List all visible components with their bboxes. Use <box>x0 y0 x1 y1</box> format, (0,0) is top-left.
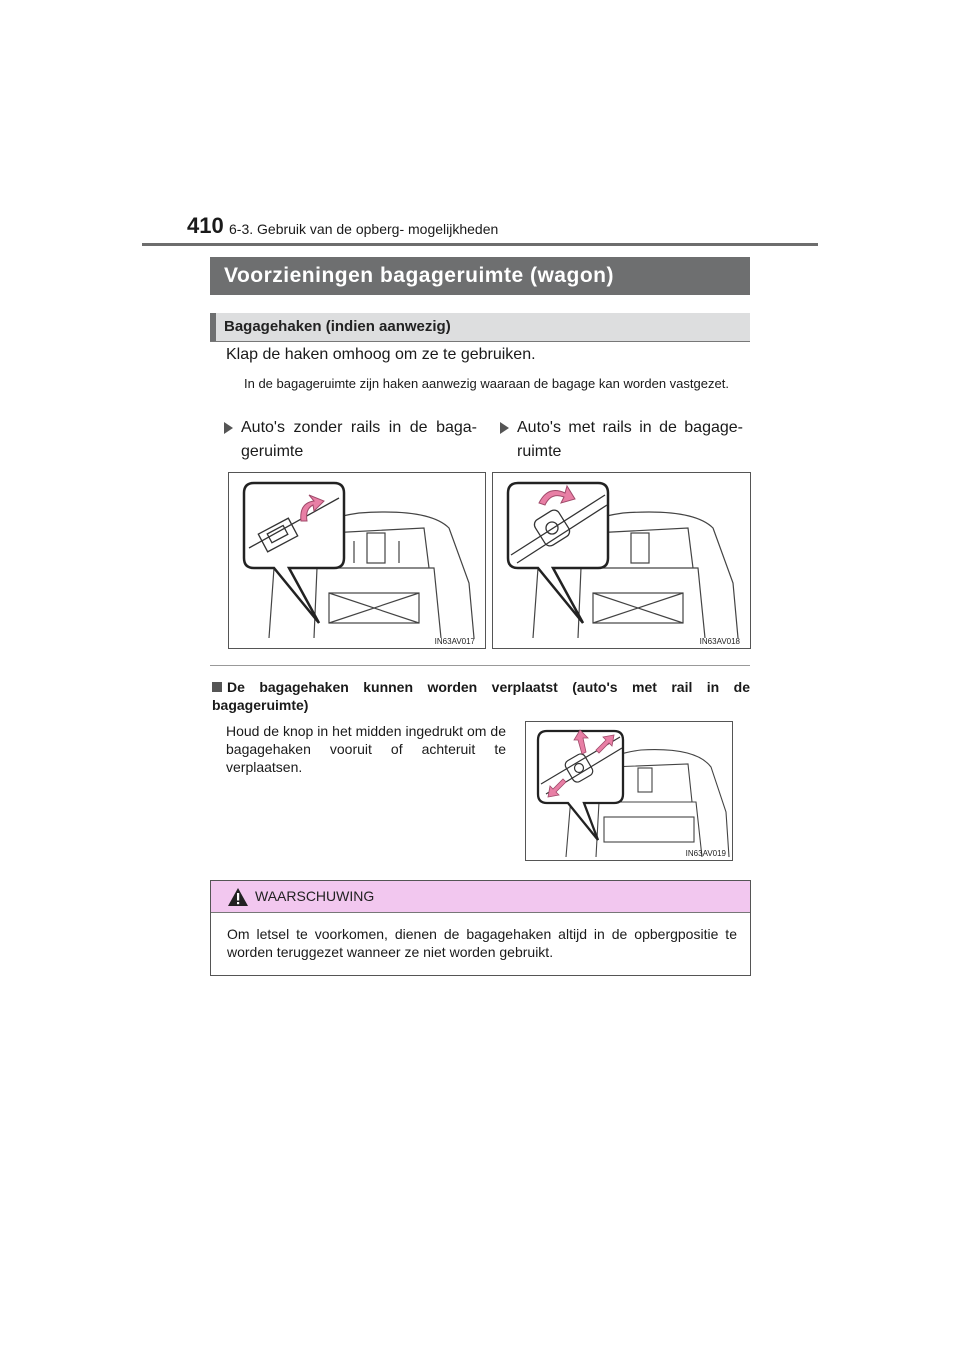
figure-hook-no-rails <box>228 472 486 649</box>
figure-code: IN63AV018 <box>699 637 740 646</box>
move-hooks-heading <box>212 678 750 714</box>
column-heading-text: Auto's met rails in de bagage-ruimte <box>517 419 743 460</box>
warning-title: WAARSCHUWING <box>255 888 375 904</box>
triangle-bullet-icon <box>224 422 233 434</box>
square-bullet-icon <box>212 682 222 692</box>
section-title-bar <box>210 257 750 295</box>
warning-triangle-icon <box>227 887 249 907</box>
subsection-title-bar <box>210 313 750 342</box>
move-hooks-heading-text: De bagagehaken kunnen worden verplaatst (auto's met rail in de bagageruimte) <box>212 679 750 713</box>
move-hooks-illustration <box>526 722 732 860</box>
figure-hook-with-rails <box>492 472 751 649</box>
figure-move-hooks <box>525 721 733 861</box>
warning-body: Om letsel te voorkomen, dienen de bagagehaken altijd in de opbergpositie te worden teruggezet wanneer ze niet worden gebruikt. <box>227 926 737 960</box>
move-hooks-body: Houd de knop in het midden ingedrukt om de bagagehaken vooruit of achteruit te verplaatsen. <box>226 723 506 775</box>
section-reference: 6-3. Gebruik van de opberg- mogelijkheden <box>229 221 499 237</box>
section-title: Voorzieningen bagageruimte (wagon) <box>224 264 614 287</box>
warning-box <box>210 880 751 976</box>
page-number: 410 <box>187 213 224 238</box>
subsection-title: Bagagehaken (indien aanwezig) <box>224 318 451 335</box>
hook-no-rails-illustration <box>229 473 485 648</box>
subsection-accent <box>210 313 216 341</box>
warning-header <box>211 881 750 913</box>
hook-with-rails-illustration <box>493 473 750 648</box>
note-text: In de bagageruimte zijn haken aanwezig waaraan de bagage kan worden vastgezet. <box>244 376 729 391</box>
column-heading-text: Auto's zonder rails in de baga-geruimte <box>241 419 477 460</box>
figure-code: IN63AV017 <box>434 637 475 646</box>
intro-text: Klap de haken omhoog om ze te gebruiken. <box>226 346 536 363</box>
section-separator <box>210 665 750 666</box>
column-heading-with-rails <box>517 416 743 464</box>
figure-code: IN63AV019 <box>685 849 726 858</box>
triangle-bullet-icon <box>500 422 509 434</box>
column-heading-no-rails <box>241 416 477 464</box>
header-rule <box>142 243 818 246</box>
